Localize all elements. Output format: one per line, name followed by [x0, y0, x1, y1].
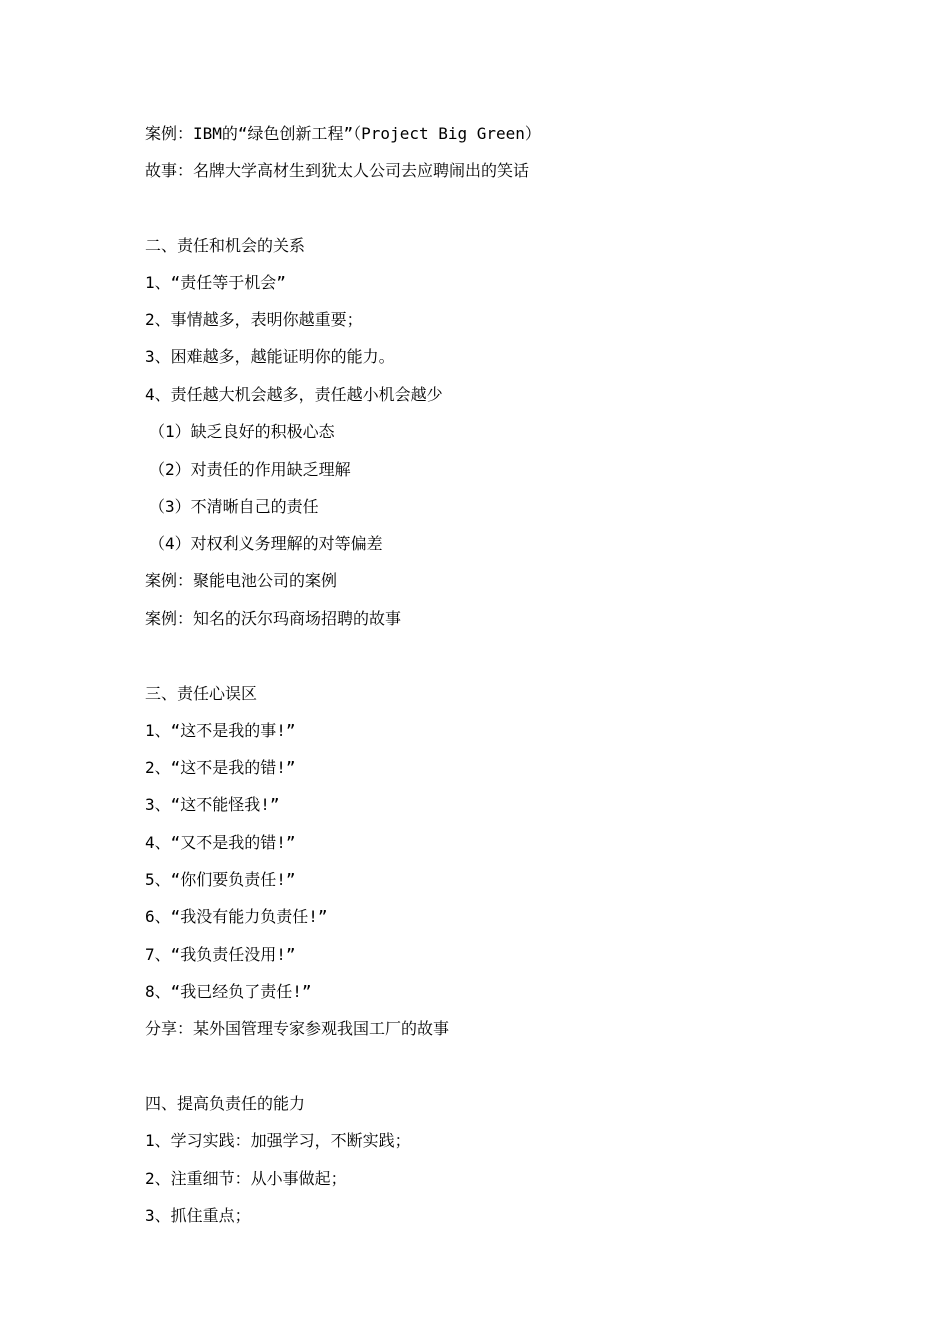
list-item: 4、“又不是我的错!”: [145, 833, 296, 852]
list-item: 5、“你们要负责任!”: [145, 870, 296, 889]
section-heading-2: 二、责任和机会的关系: [145, 236, 306, 255]
list-item: 4、责任越大机会越多，责任越小机会越少: [145, 385, 443, 404]
list-item: 2、“这不是我的错!”: [145, 758, 296, 777]
case-ibm-line: 案例：IBM的“绿色创新工程”（Project Big Green）: [145, 124, 541, 143]
list-item: 7、“我负责任没用!”: [145, 945, 296, 964]
share-line: 分享：某外国管理专家参观我国工厂的故事: [145, 1019, 450, 1038]
list-item: 2、事情越多，表明你越重要；: [145, 310, 363, 329]
list-item: 1、“责任等于机会”: [145, 273, 286, 292]
case-line: 案例：知名的沃尔玛商场招聘的故事: [145, 609, 402, 628]
case-line: 案例：聚能电池公司的案例: [145, 571, 338, 590]
list-item: 1、学习实践：加强学习，不断实践；: [145, 1131, 411, 1150]
list-item: 3、“这不能怪我!”: [145, 795, 280, 814]
list-item: 2、注重细节：从小事做起；: [145, 1169, 347, 1188]
sub-list-item: （3）不清晰自己的责任: [149, 497, 319, 516]
section-heading-4: 四、提高负责任的能力: [145, 1094, 306, 1113]
list-item: 6、“我没有能力负责任!”: [145, 907, 328, 926]
list-item: 1、“这不是我的事!”: [145, 721, 296, 740]
sub-list-item: （4）对权利义务理解的对等偏差: [149, 534, 383, 553]
list-item: 3、困难越多，越能证明你的能力。: [145, 347, 395, 366]
section-heading-3: 三、责任心误区: [145, 684, 258, 703]
sub-list-item: （1）缺乏良好的积极心态: [149, 422, 335, 441]
sub-list-item: （2）对责任的作用缺乏理解: [149, 460, 351, 479]
story-line: 故事：名牌大学高材生到犹太人公司去应聘闹出的笑话: [145, 161, 530, 180]
list-item: 8、“我已经负了责任!”: [145, 982, 312, 1001]
list-item: 3、抓住重点；: [145, 1206, 251, 1225]
